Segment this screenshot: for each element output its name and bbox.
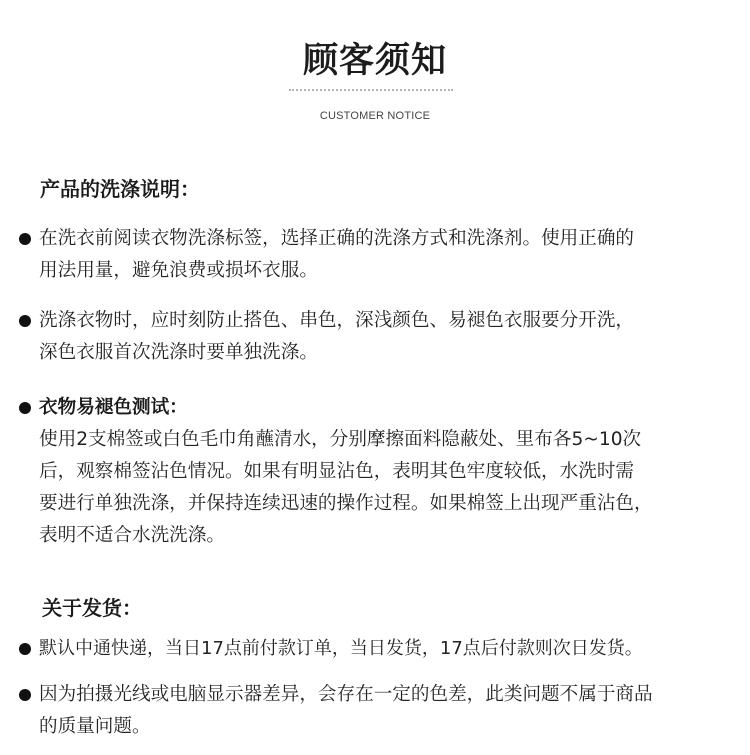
text-line: 默认中通快递，当日17点前付款订单，当日发货，17点后付款则次日发货。 (39, 638, 643, 659)
page-title: 顾客须知 (302, 41, 447, 81)
bullet-icon (19, 643, 31, 655)
fade-test-body (39, 424, 653, 552)
shipping-heading: 关于发货： (42, 596, 142, 620)
text-line: 使用2支棉签或白色毛巾角蘸清水，分别摩擦面料隐蔽处、里布各5~10次 (39, 429, 642, 450)
text-line: 洗涤衣物时，应时刻防止搭色、串色，深浅颜色、易褪色衣服要分开洗， (39, 310, 635, 331)
text-line: 在洗衣前阅读衣物洗涤标签，选择正确的洗涤方式和洗涤剂。使用正确的 (39, 228, 635, 249)
shipping-item-1 (39, 633, 643, 665)
fade-test-label: 衣物易褪色测试： (39, 397, 188, 418)
washing-item-1 (39, 223, 634, 287)
bullet-icon (19, 689, 31, 701)
bullet-icon (19, 402, 31, 414)
page-subtitle: CUSTOMER NOTICE (319, 110, 431, 122)
text-line: 表明不适合水洗洗涤。 (39, 525, 225, 546)
bullet-icon (19, 233, 31, 245)
text-line: 因为拍摄光线或电脑显示器差异，会存在一定的色差，此类问题不属于商品 (39, 684, 653, 705)
bullet-icon (19, 315, 31, 327)
title-divider (289, 89, 453, 91)
washing-item-2 (39, 305, 634, 369)
shipping-item-2 (39, 679, 653, 743)
text-line: 的质量问题。 (39, 716, 151, 737)
text-line: 后，观察棉签沾色情况。如果有明显沾色，表明其色牢度较低，水洗时需 (39, 461, 635, 482)
text-line: 要进行单独洗涤，并保持连续迅速的操作过程。如果棉签上出现严重沾色， (39, 493, 653, 514)
text-line: 深色衣服首次洗涤时要单独洗涤。 (39, 342, 318, 363)
washing-heading: 产品的洗涤说明： (40, 177, 200, 201)
text-line: 用法用量，避免浪费或损坏衣服。 (39, 260, 318, 281)
